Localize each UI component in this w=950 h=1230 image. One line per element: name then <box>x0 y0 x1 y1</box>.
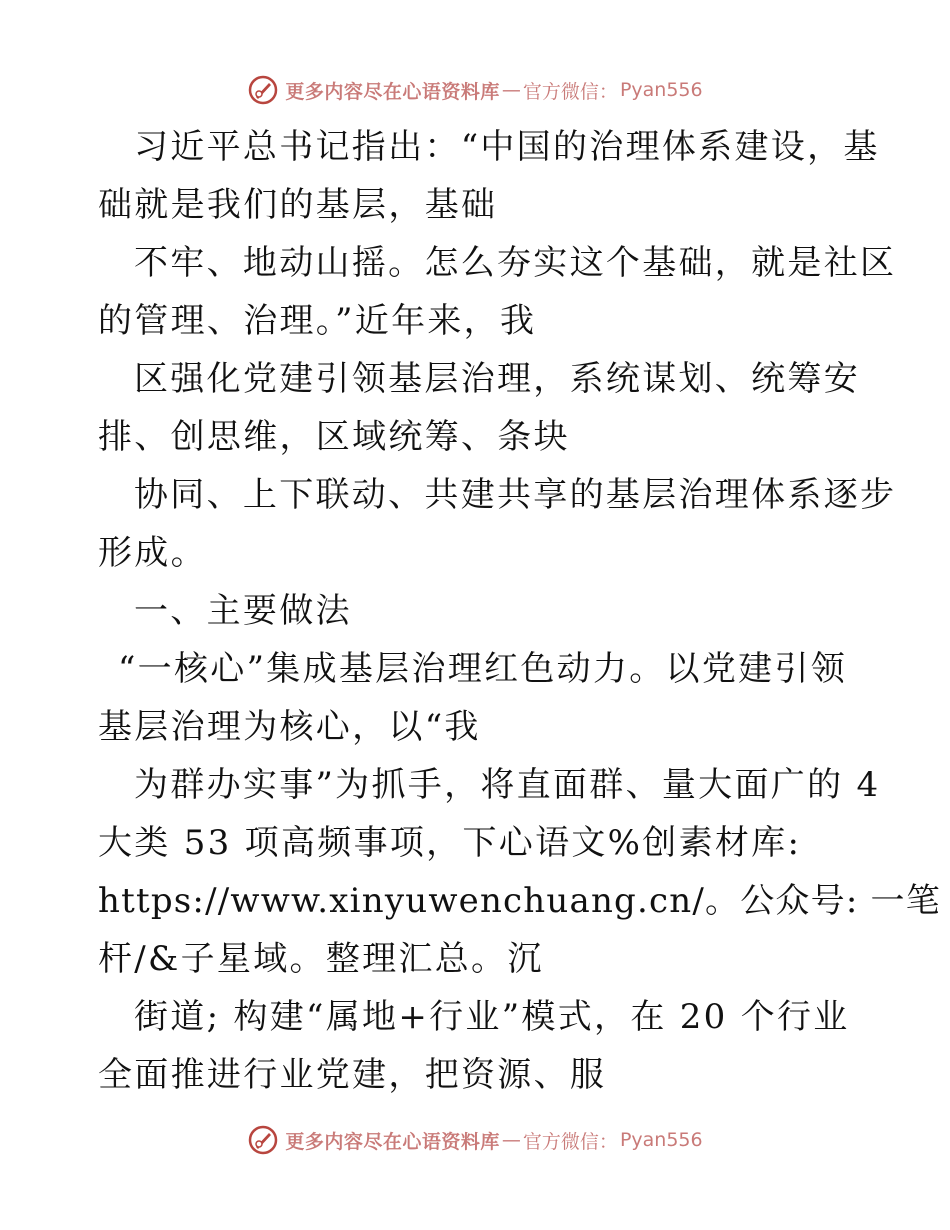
watermark-site-text: 更多内容尽在心语资料库 <box>285 1130 500 1153</box>
text-line: 排、创思维，区域统筹、条块 <box>98 417 570 457</box>
quill-pen-logo-icon <box>247 74 279 106</box>
watermark-separator: — <box>501 79 521 101</box>
text-line: 不牢、地动山摇。怎么夯实这个基础，就是社区 <box>134 243 897 283</box>
text-line: 大类 53 项高频事项，下心语文%创素材库: <box>98 823 802 863</box>
watermark-account: Pyan556 <box>619 1129 703 1151</box>
text-line: 的管理、治理。”近年来，我 <box>98 301 537 341</box>
text-line: 区强化党建引领基层治理，系统谋划、统筹安 <box>134 359 860 399</box>
header-watermark <box>0 70 950 110</box>
text-line: 习近平总书记指出：“中国的治理体系建设，基 <box>134 127 880 167</box>
text-line: https://www.xinyuwenchuang.cn/。公众号: 一笔 <box>98 881 941 921</box>
text-line: 础就是我们的基层，基础 <box>98 185 498 225</box>
text-line: 为群办实事”为抓手，将直面群、量大面广的 4 <box>134 765 881 805</box>
text-line: 街道; 构建“属地+行业”模式，在 20 个行业 <box>134 997 850 1037</box>
text-line: 基层治理为核心，以“我 <box>98 707 481 747</box>
watermark-site-text: 更多内容尽在心语资料库 <box>285 80 500 103</box>
footer-watermark <box>0 1120 950 1160</box>
watermark-account: Pyan556 <box>619 79 703 101</box>
quill-pen-logo-icon <box>247 1124 279 1156</box>
watermark-wechat-label: 官方微信： <box>522 80 618 103</box>
text-line: “一核心”集成基层治理红色动力。以党建引领 <box>118 649 848 689</box>
text-line: 形成。 <box>98 533 207 573</box>
watermark-wechat-label: 官方微信： <box>522 1130 618 1153</box>
watermark-separator: — <box>501 1129 521 1151</box>
section-heading: 一、主要做法 <box>134 591 352 631</box>
text-line: 全面推进行业党建，把资源、服 <box>98 1055 607 1095</box>
text-line: 协同、上下联动、共建共享的基层治理体系逐步 <box>134 475 897 515</box>
text-line: 杆/&子星域。整理汇总。沉 <box>98 939 544 979</box>
